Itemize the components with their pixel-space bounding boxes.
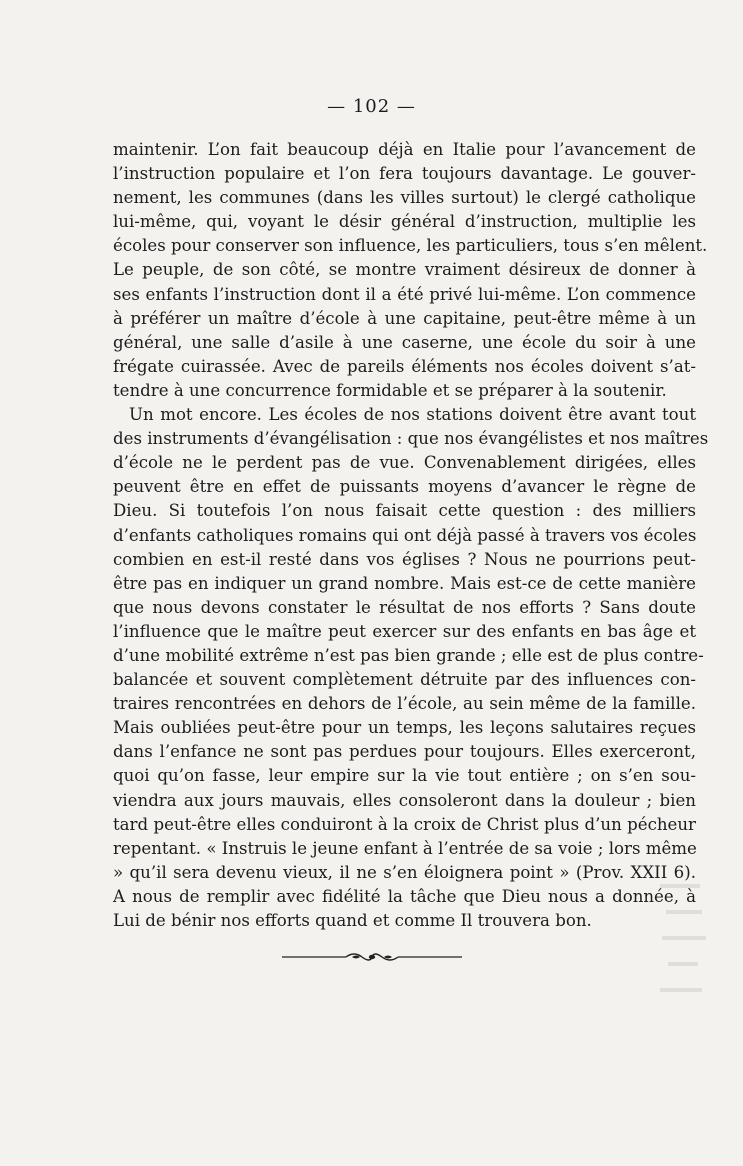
text-line: nement, les communes (dans les villes surtout) le clergé catholique	[113, 188, 696, 208]
ornament-rule-icon	[282, 950, 462, 964]
text-line: combien en est-il resté dans vos églises ? Nous ne pourrions peut-	[113, 549, 696, 569]
text-line: que nous devons constater le résultat de nos efforts ? Sans doute	[113, 597, 696, 617]
text-line: dans l’enfance ne sont pas perdues pour toujours. Elles exerceront,	[113, 742, 696, 762]
bleed-through-marks	[660, 880, 710, 1020]
text-line: écoles pour conserver son influence, les particuliers, tous s’en mêlent.	[113, 236, 708, 256]
text-line: d’école ne le perdent pas de vue. Convenablement dirigées, elles	[113, 453, 696, 473]
text-line: Mais oubliées peut-être pour un temps, les leçons salutaires reçues	[113, 718, 696, 738]
text-line: quoi qu’on fasse, leur empire sur la vie tout entière ; on s’en sou-	[113, 766, 696, 786]
body-text	[113, 138, 709, 933]
text-line: d’une mobilité extrême n’est pas bien grande ; elle est de plus contre-	[113, 645, 704, 665]
text-line: maintenir. L’on fait beaucoup déjà en Italie pour l’avancement de	[113, 140, 696, 159]
text-line: » qu’il sera devenu vieux, il ne s’en éloignera point » (Prov. XXII 6).	[113, 862, 696, 882]
text-line: Un mot encore. Les écoles de nos stations doivent être avant tout	[129, 405, 696, 425]
text-line: tendre à une concurrence formidable et se préparer à la soutenir.	[113, 380, 667, 400]
text-line: l’influence que le maître peut exercer sur des enfants en bas âge et	[113, 621, 696, 641]
text-line: peuvent être en effet de puissants moyens d’avancer le règne de	[113, 477, 696, 497]
text-line: des instruments d’évangélisation : que nos évangélistes et nos maîtres	[113, 429, 709, 449]
text-line: frégate cuirassée. Avec de pareils éléments nos écoles doivent s’at-	[113, 356, 696, 376]
text-line: à préférer un maître d’école à une capitaine, peut-être même à un	[113, 308, 696, 328]
text-line: d’enfants catholiques romains qui ont déjà passé à travers vos écoles	[113, 525, 697, 545]
text-line: tard peut-être elles conduiront à la croix de Christ plus d’un pécheur	[113, 814, 696, 834]
text-line: Le peuple, de son côté, se montre vraiment désireux de donner à	[113, 260, 696, 280]
text-line: balancée et souvent complètement détruite par des influences con-	[113, 670, 696, 690]
text-line: ses enfants l’instruction dont il a été privé lui-même. L’on commence	[113, 284, 696, 304]
text-line: lui-même, qui, voyant le désir général d’instruction, multiplie les	[113, 212, 696, 232]
text-line: viendra aux jours mauvais, elles consoleront dans la douleur ; bien	[113, 790, 696, 810]
text-line: l’instruction populaire et l’on fera toujours davantage. Le gouver-	[113, 164, 696, 184]
text-line: Dieu. Si toutefois l’on nous faisait cette question : des milliers	[113, 501, 696, 521]
text-line: A nous de remplir avec fidélité la tâche que Dieu nous a donnée, à	[113, 886, 696, 906]
text-line: être pas en indiquer un grand nombre. Mais est-ce de cette manière	[113, 573, 696, 593]
text-line: traires rencontrées en dehors de l’école, au sein même de la famille.	[113, 694, 696, 714]
page-number: — 102 —	[327, 96, 416, 117]
text-line: repentant. « Instruis le jeune enfant à l’entrée de sa voie ; lors même	[113, 838, 697, 858]
text-line: général, une salle d’asile à une caserne, une école du soir à une	[113, 332, 696, 352]
text-line: Lui de bénir nos efforts quand et comme Il trouvera bon.	[113, 911, 592, 930]
